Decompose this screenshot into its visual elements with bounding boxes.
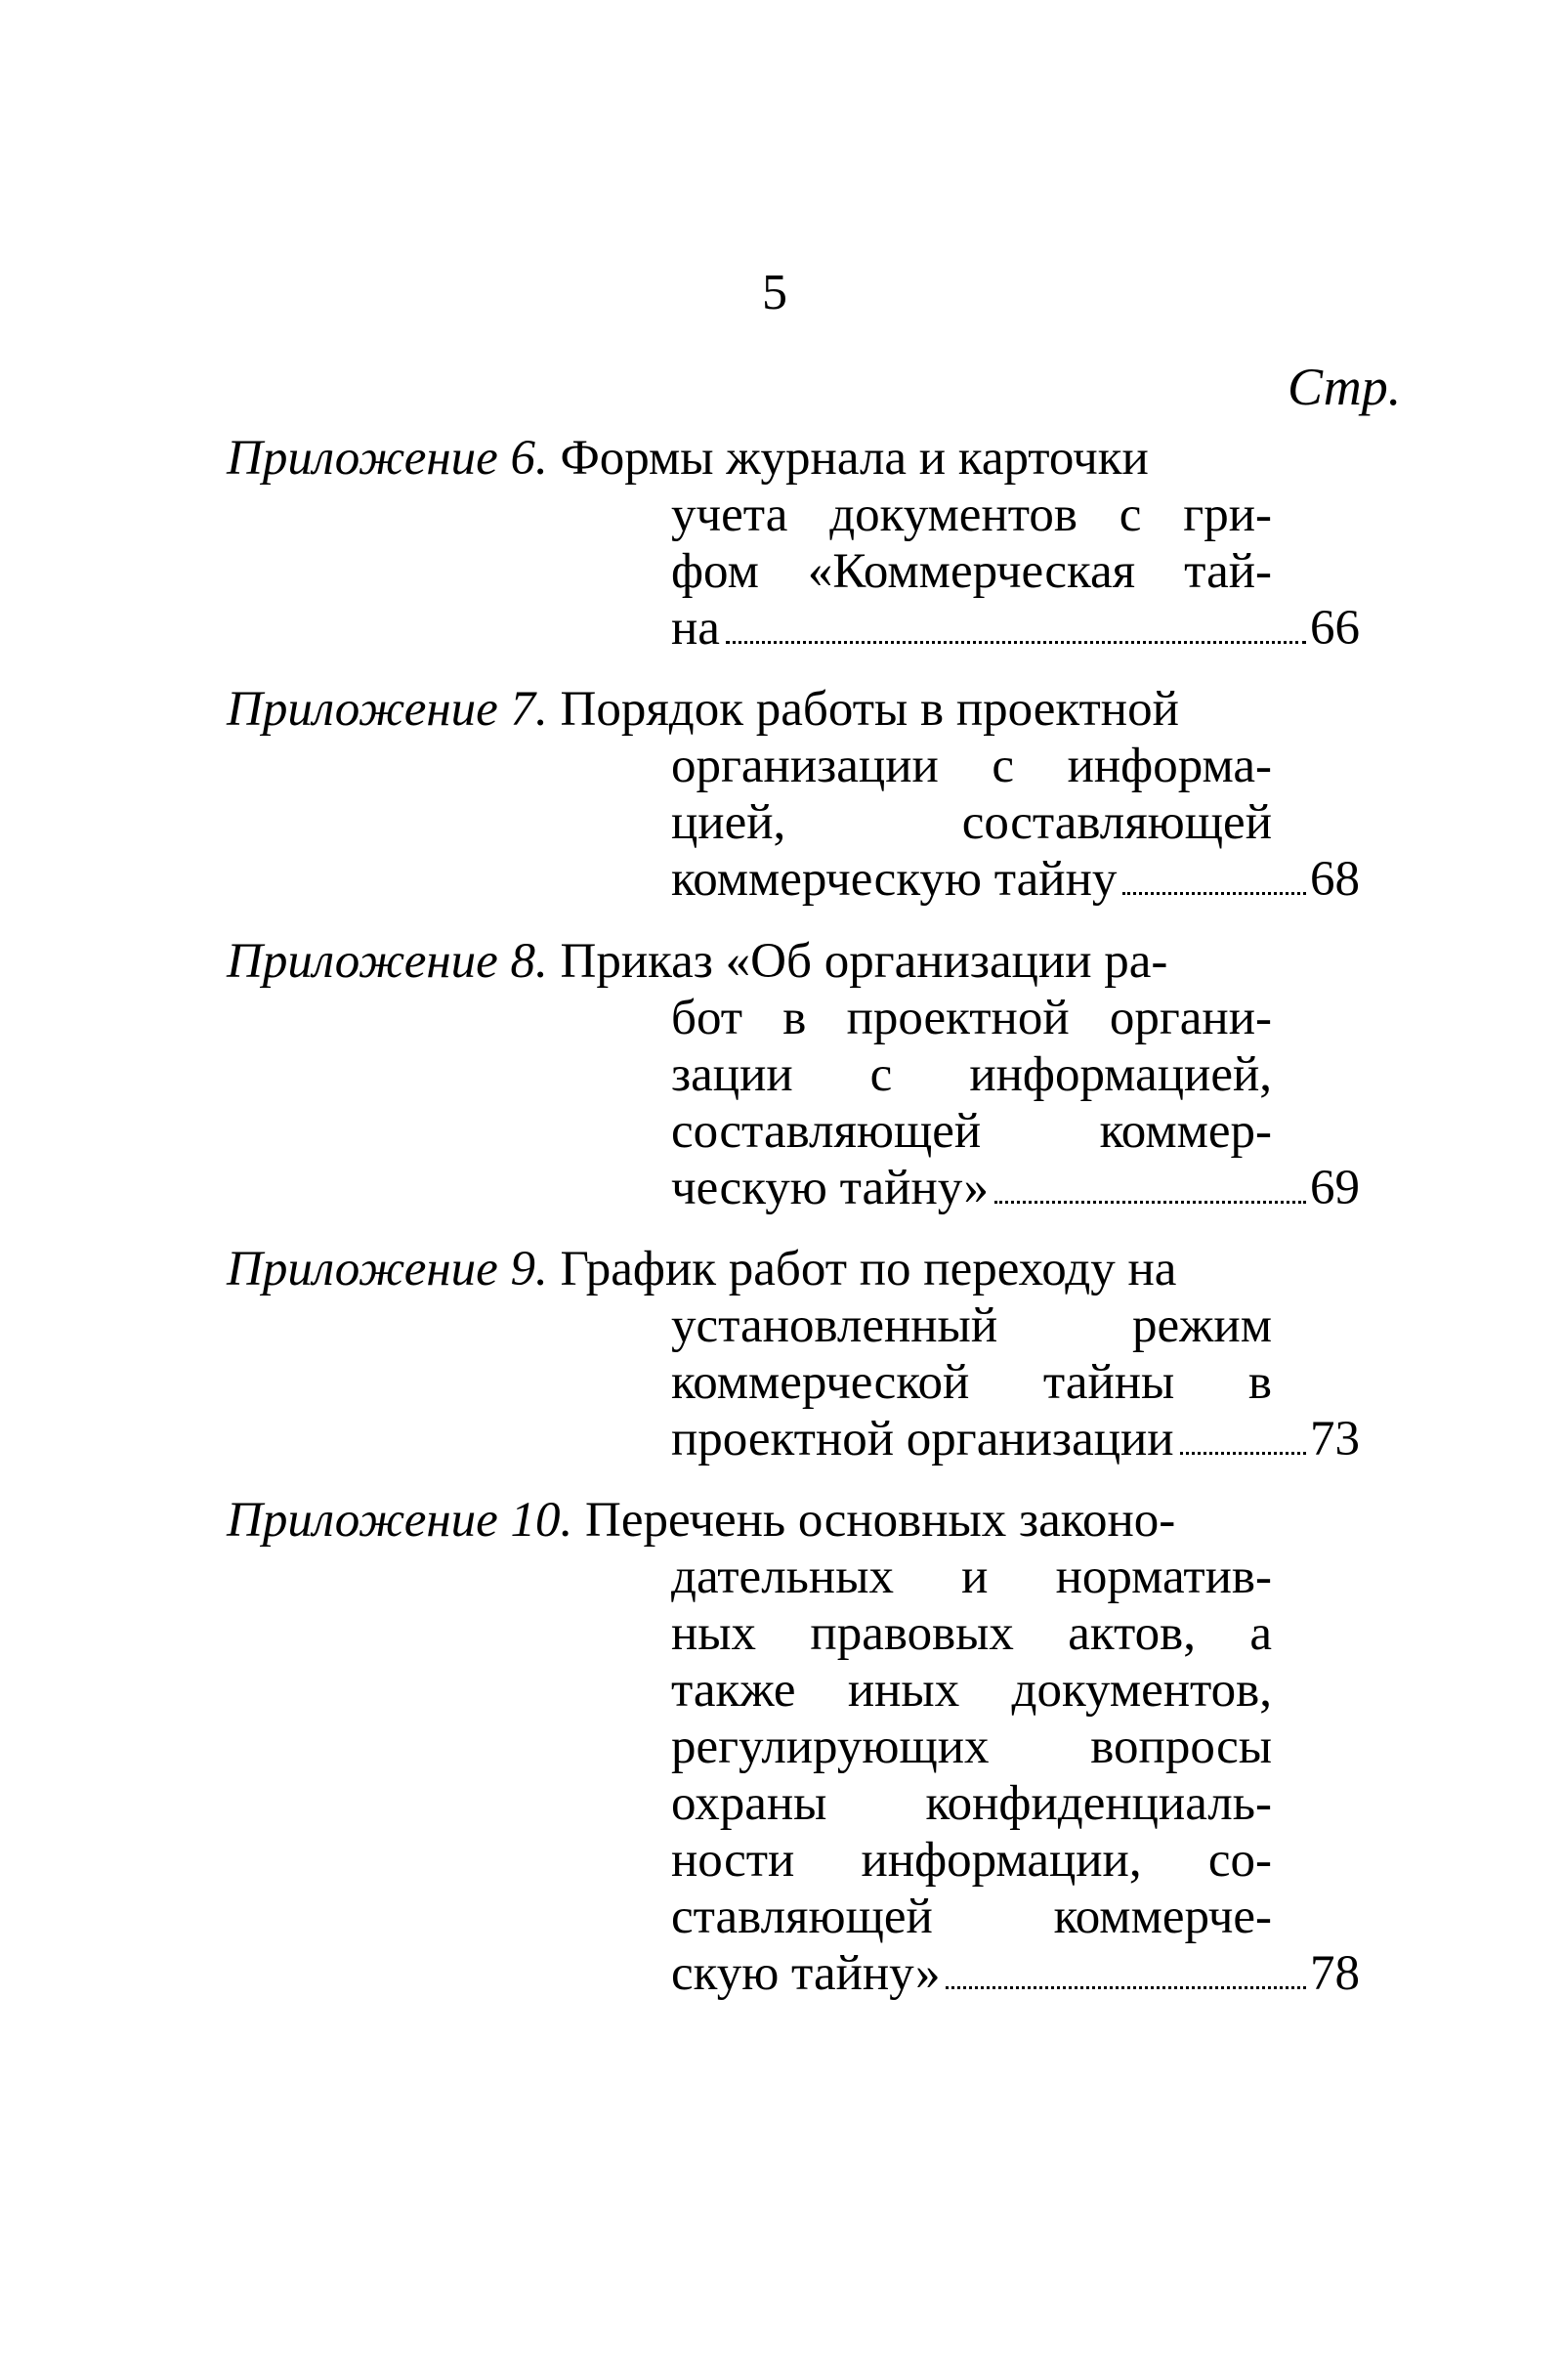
entry-title-last-line: на bbox=[671, 601, 720, 656]
entry-title-word: установленный bbox=[671, 1298, 998, 1353]
entry-title-word: с bbox=[869, 1047, 893, 1102]
entry-title-line bbox=[671, 1354, 1272, 1411]
toc-entry[interactable] bbox=[227, 1241, 1360, 1467]
entry-title-word: ставляющей bbox=[671, 1890, 933, 1944]
entry-title-line bbox=[671, 794, 1272, 851]
entry-title-line bbox=[671, 1662, 1272, 1719]
entry-title-word: и bbox=[961, 1550, 989, 1604]
entry-last-line bbox=[671, 1411, 1360, 1467]
appendix-label: Приложение 9. bbox=[227, 1242, 548, 1296]
entry-title-word: конфиденциаль- bbox=[925, 1776, 1272, 1831]
appendix-label: Приложение 6. bbox=[227, 431, 548, 486]
entry-title-word: организации bbox=[671, 739, 939, 793]
toc-entry-head bbox=[227, 681, 1360, 738]
entry-title-line bbox=[671, 1103, 1272, 1160]
entry-title-line bbox=[671, 1297, 1272, 1354]
entry-last-line bbox=[671, 600, 1360, 657]
entry-title-word: гри- bbox=[1183, 488, 1272, 542]
entry-title-first-line: Формы журнала и карточки bbox=[560, 431, 1149, 486]
entry-title-word: иных bbox=[847, 1663, 960, 1718]
entry-title-line bbox=[671, 1719, 1272, 1775]
entry-title-word: коммерческой bbox=[671, 1355, 970, 1410]
toc-entry-head bbox=[227, 430, 1360, 487]
entry-title-word: дательных bbox=[671, 1550, 894, 1604]
entry-title-last-line: проектной организации bbox=[671, 1412, 1174, 1466]
entry-title-word: «Коммерческая bbox=[807, 544, 1136, 599]
toc-entry[interactable] bbox=[227, 681, 1360, 908]
entry-title-word: ности bbox=[671, 1833, 795, 1888]
dot-leader bbox=[726, 641, 1306, 644]
dot-leader bbox=[946, 1986, 1306, 1989]
dot-leader bbox=[994, 1201, 1306, 1204]
toc-entry[interactable] bbox=[227, 933, 1360, 1216]
entry-title-line bbox=[671, 1889, 1272, 1945]
entry-title-word: в bbox=[782, 991, 807, 1045]
entry-title-word: норматив- bbox=[1055, 1550, 1272, 1604]
entry-title-line bbox=[671, 1832, 1272, 1889]
entry-title-word: цией, bbox=[671, 795, 786, 850]
page-reference[interactable]: 73 bbox=[1310, 1412, 1360, 1466]
entry-title-continuation bbox=[671, 1549, 1360, 2002]
page-reference[interactable]: 69 bbox=[1310, 1161, 1360, 1215]
entry-title-line bbox=[671, 487, 1272, 543]
toc-entry[interactable] bbox=[227, 1492, 1360, 2002]
entry-title-word: со- bbox=[1207, 1833, 1272, 1888]
toc-entry-head bbox=[227, 1492, 1360, 1549]
entry-title-first-line: Перечень основных законо- bbox=[585, 1493, 1176, 1548]
entry-title-word: тайны bbox=[1042, 1355, 1175, 1410]
page-reference[interactable]: 78 bbox=[1310, 1946, 1360, 2001]
entry-title-last-line: коммерческую тайну bbox=[671, 852, 1118, 907]
entry-last-line bbox=[671, 1160, 1360, 1216]
entry-title-word: бот bbox=[671, 991, 743, 1045]
entry-title-last-line: ческую тайну» bbox=[671, 1161, 990, 1215]
entry-last-line bbox=[671, 1945, 1360, 2002]
entry-title-continuation bbox=[671, 1297, 1360, 1467]
entry-title-word: регулирующих bbox=[671, 1720, 990, 1774]
entry-title-line bbox=[671, 543, 1272, 600]
entry-title-word: правовых bbox=[810, 1606, 1014, 1661]
entry-title-word: в bbox=[1247, 1355, 1272, 1410]
entry-title-word: учета bbox=[671, 488, 788, 542]
entry-title-line bbox=[671, 1605, 1272, 1662]
entry-title-word: проектной bbox=[846, 991, 1070, 1045]
entry-title-word: коммер- bbox=[1099, 1104, 1272, 1159]
entry-title-word: охраны bbox=[671, 1776, 827, 1831]
entry-title-last-line: скую тайну» bbox=[671, 1946, 941, 2001]
entry-title-continuation bbox=[671, 990, 1360, 1216]
entry-title-word: вопросы bbox=[1090, 1720, 1272, 1774]
entry-title-word: коммерче- bbox=[1053, 1890, 1272, 1944]
entry-title-word: документов bbox=[829, 488, 1077, 542]
entry-title-word: зации bbox=[671, 1047, 793, 1102]
entry-title-continuation bbox=[671, 487, 1360, 657]
entry-title-word: составляющей bbox=[671, 1104, 982, 1159]
entry-title-word: также bbox=[671, 1663, 796, 1718]
toc-entry[interactable] bbox=[227, 430, 1360, 657]
entry-title-first-line: Приказ «Об организации ра- bbox=[560, 934, 1168, 989]
entry-title-first-line: Порядок работы в проектной bbox=[560, 682, 1179, 737]
entry-title-word: органи- bbox=[1109, 991, 1272, 1045]
page-reference[interactable]: 66 bbox=[1310, 601, 1360, 656]
entry-title-word: а bbox=[1249, 1606, 1272, 1661]
entry-title-word: фом bbox=[671, 544, 759, 599]
entry-title-word: актов, bbox=[1068, 1606, 1196, 1661]
entry-title-line bbox=[671, 1549, 1272, 1605]
entry-title-word: документов, bbox=[1011, 1663, 1272, 1718]
entry-title-line bbox=[671, 990, 1272, 1046]
entry-title-word: ных bbox=[671, 1606, 757, 1661]
entry-title-word: информацией, bbox=[969, 1047, 1272, 1102]
entry-title-word: информа- bbox=[1067, 739, 1272, 793]
entry-title-line bbox=[671, 1046, 1272, 1103]
toc-entry-head bbox=[227, 1241, 1360, 1297]
entry-title-line bbox=[671, 738, 1272, 794]
entry-last-line bbox=[671, 851, 1360, 908]
page-reference[interactable]: 68 bbox=[1310, 852, 1360, 907]
appendix-label: Приложение 10. bbox=[227, 1493, 573, 1548]
appendix-label: Приложение 7. bbox=[227, 682, 548, 737]
entry-title-word: с bbox=[992, 739, 1015, 793]
toc-entry-head bbox=[227, 933, 1360, 990]
entry-title-word: информации, bbox=[861, 1833, 1142, 1888]
appendix-label: Приложение 8. bbox=[227, 934, 548, 989]
entry-title-word: составляющей bbox=[961, 795, 1272, 850]
entry-title-word: с bbox=[1119, 488, 1142, 542]
entry-title-line bbox=[671, 1775, 1272, 1832]
entry-title-first-line: График работ по переходу на bbox=[560, 1242, 1177, 1296]
dot-leader bbox=[1122, 892, 1306, 895]
entry-title-word: тай- bbox=[1184, 544, 1272, 599]
entry-title-continuation bbox=[671, 738, 1360, 908]
page-number: 5 bbox=[762, 265, 787, 320]
entry-title-word: режим bbox=[1132, 1298, 1272, 1353]
dot-leader bbox=[1180, 1452, 1306, 1455]
page-column-header: Стр. bbox=[1288, 358, 1402, 416]
